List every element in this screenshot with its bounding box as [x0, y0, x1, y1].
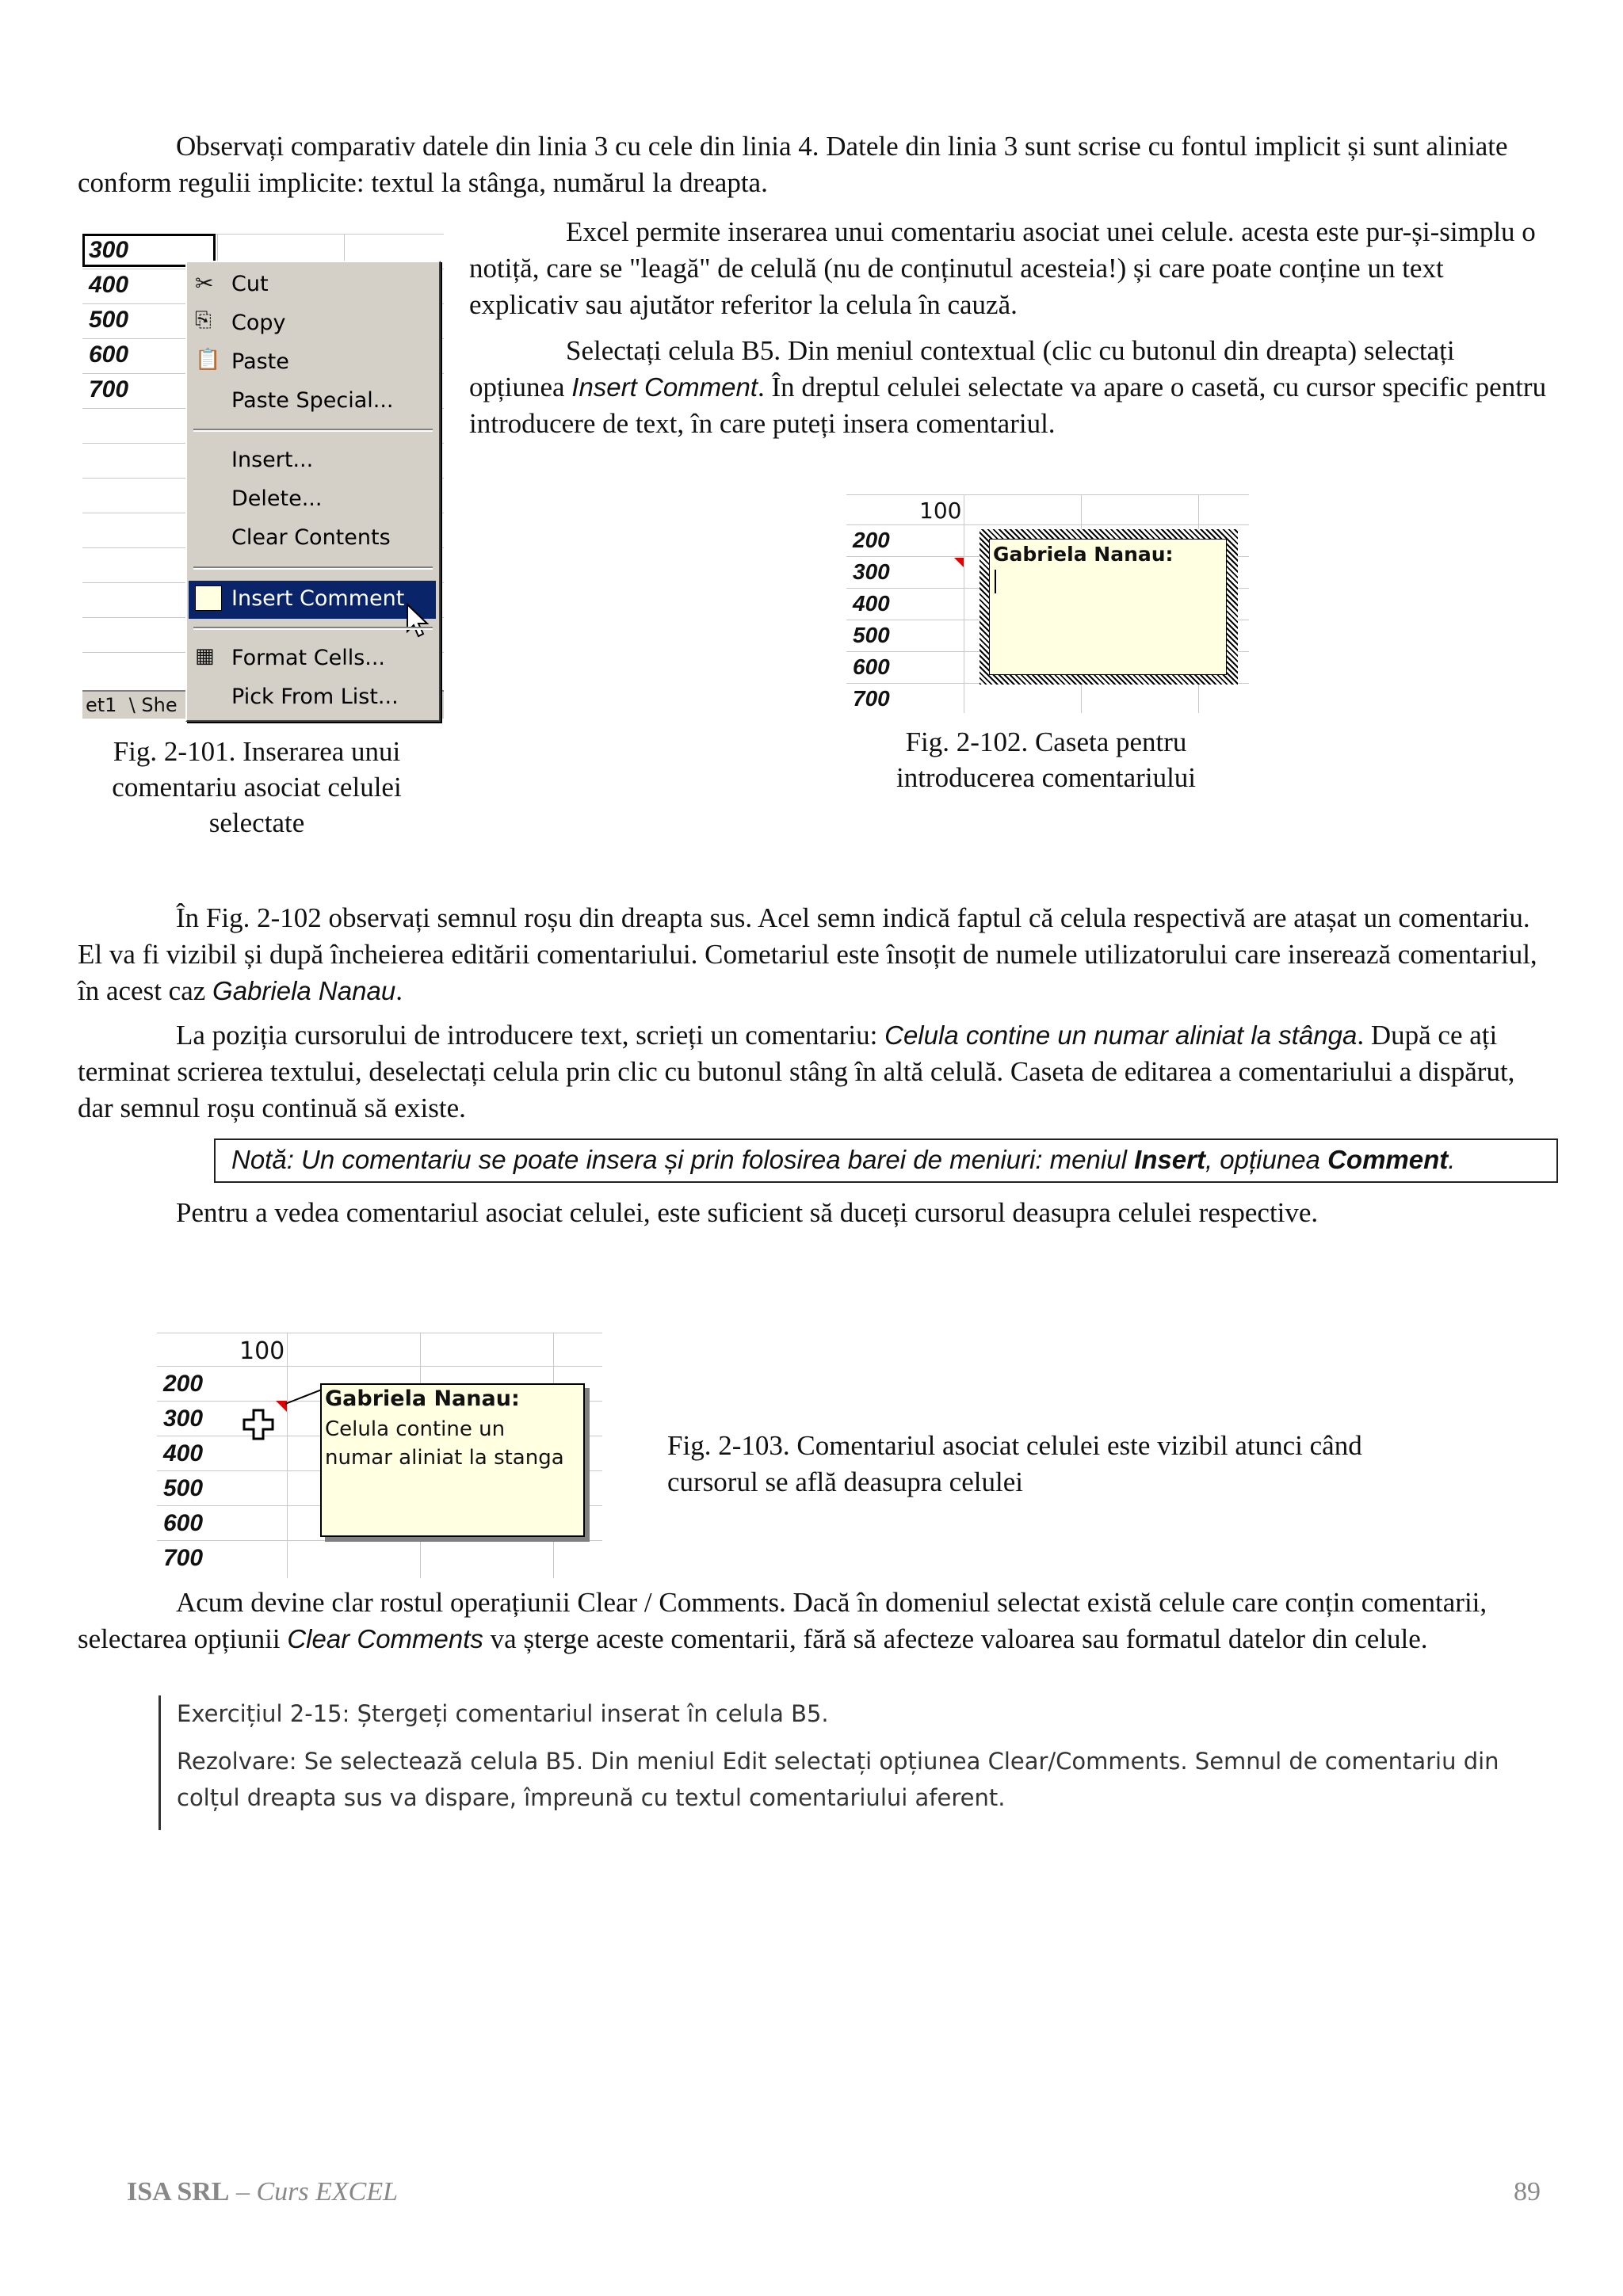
figure-2-101	[82, 234, 444, 719]
menu-separator	[193, 566, 433, 570]
cell-value: 300	[163, 1405, 204, 1432]
paragraph-4: În Fig. 2-102 observați semnul roșu din dreapta sus. Acel semn indică faptul că celula respectivă are atașat un comentariu. El va fi vizibil și după încheierea editării comentariului. Cometariul este însoțit de numele utilizatorului care inserează comentariul, în acest caz Gabriela Nanau.	[78, 902, 1537, 1006]
comment-edit-box[interactable]	[989, 539, 1227, 675]
menu-item-paste[interactable]: Paste	[231, 349, 289, 374]
comment-author: Gabriela Nanau:	[325, 1386, 520, 1411]
menu-separator	[193, 627, 433, 630]
figure-2-103	[157, 1333, 602, 1578]
sheet-tab-bar[interactable]: et1 \ She	[82, 690, 444, 719]
copy-icon: ⎘	[195, 308, 212, 332]
format-cells-icon: ▦	[195, 644, 215, 668]
cut-icon: ✂	[195, 270, 214, 296]
cell-cursor-icon	[242, 1409, 274, 1440]
cell-value: 100	[239, 1337, 285, 1365]
cell-value: 400	[89, 272, 129, 298]
cell-value: 500	[853, 623, 890, 647]
menu-item-insert[interactable]: Insert...	[231, 448, 314, 472]
paste-icon: 📋	[195, 348, 221, 372]
paragraph-1: Observați comparativ datele din linia 3 cu cele din linia 4. Datele din linia 3 sunt scrise cu fontul implicit și sunt aliniate conform regulii implicite: textul la stânga, numărul la dreapta.	[78, 131, 1508, 198]
text-cursor	[995, 570, 996, 593]
menu-item-format-cells[interactable]: Format Cells...	[231, 646, 386, 670]
cell-value: 700	[163, 1545, 204, 1571]
figure-caption-2-103: Fig. 2-103. Comentariul asociat celulei este vizibil atunci când cursorul se află deasupra celulei	[667, 1430, 1362, 1497]
context-menu	[185, 261, 441, 722]
exercise-solution: Rezolvare: Se selectează celula B5. Din meniul Edit selectați opțiunea Clear/Comments. Semnul de comentariu din colțul dreapta sus va dispare, împreună cu textul comentariului aferent.	[177, 1748, 1499, 1811]
cell-value: 100	[919, 498, 962, 524]
cell-value: 200	[163, 1371, 204, 1397]
menu-item-insert-comment[interactable]: Insert Comment	[231, 586, 405, 611]
menu-item-clear-contents[interactable]: Clear Contents	[231, 525, 391, 550]
paragraph-2: Excel permite inserarea unui comentariu asociat unei celule. acesta este pur-și-simplu o notiță, care se "leagă" de celulă (nu de conținutul acesteia!) și care poate conține un text explicativ sau ajutător referitor la celula în cauză.	[469, 216, 1536, 320]
cell-value: 300	[89, 237, 129, 263]
cell-value: 300	[853, 559, 890, 584]
paragraph-3: Selectați celula B5. Din meniul contextual (clic cu butonul din dreapta) selectați opțiunea Insert Comment. În dreptul celulei selectate va apare o casetă, cu cursor specific pentru introducere de text, în care puteți insera comentariul.	[469, 335, 1547, 439]
menu-item-paste-special[interactable]: Paste Special...	[231, 388, 394, 413]
cell-value: 600	[163, 1510, 204, 1536]
menu-item-pick-from-list[interactable]: Pick From List...	[231, 685, 399, 709]
cell-value: 500	[163, 1475, 204, 1501]
cell-value: 500	[89, 307, 129, 333]
cell-value: 700	[853, 686, 890, 711]
comment-author: Gabriela Nanau:	[993, 543, 1174, 566]
mouse-pointer-icon	[406, 603, 430, 639]
comment-text: Celula contine un numar aliniat la stanga	[325, 1417, 564, 1470]
insert-comment-icon	[195, 585, 222, 611]
paragraph-5: La poziția cursorului de introducere text, scrieți un comentariu: Celula contine un numar aliniat la stânga. După ce ați terminat scrierea textului, deselectați celula prin clic cu butonul stâng în altă celulă. Caseta de editarea a comentariului a dispărut, dar semnul roșu continuă să existe.	[78, 1020, 1515, 1123]
figure-2-102	[846, 494, 1249, 713]
figure-caption-2-102: Fig. 2-102. Caseta pentru introducerea comentariului	[896, 727, 1197, 793]
exercise-block	[158, 1695, 1569, 1830]
cell-value: 400	[853, 591, 890, 616]
cell-value: 200	[853, 528, 890, 552]
menu-item-cut[interactable]: Cut	[231, 272, 269, 296]
footer-course: ISA SRL – Curs EXCEL	[127, 2177, 399, 2206]
paragraph-6: Pentru a vedea comentariul asociat celulei, este suficient să duceți cursorul deasupra celulei respective.	[176, 1197, 1319, 1228]
figure-caption-2-101: Fig. 2-101. Inserarea unui comentariu asociat celulei selectate	[112, 736, 402, 838]
menu-separator	[193, 429, 433, 432]
menu-item-copy[interactable]: Copy	[231, 311, 286, 335]
exercise-title: Exercițiul 2-15: Ștergeți comentariul inserat în celula B5.	[177, 1700, 829, 1727]
cell-value: 600	[89, 341, 129, 368]
cell-value: 700	[89, 376, 129, 402]
paragraph-7: Acum devine clar rostul operațiunii Clear / Comments. Dacă în domeniul selectat există celule care conțin comentarii, selectarea opțiunii Clear Comments va șterge aceste comentarii, fără să afecteze valoarea sau formatul datelor din celule.	[78, 1587, 1487, 1654]
comment-box	[320, 1383, 585, 1537]
cell-value: 600	[853, 654, 890, 679]
menu-item-delete[interactable]: Delete...	[231, 486, 323, 511]
cell-value: 400	[163, 1440, 204, 1466]
page-number: 89	[1514, 2177, 1541, 2206]
note-box: Notă: Un comentariu se poate insera și prin folosirea barei de meniuri: meniul Insert, opțiunea Comment.	[214, 1138, 1558, 1183]
comment-indicator	[954, 558, 964, 567]
